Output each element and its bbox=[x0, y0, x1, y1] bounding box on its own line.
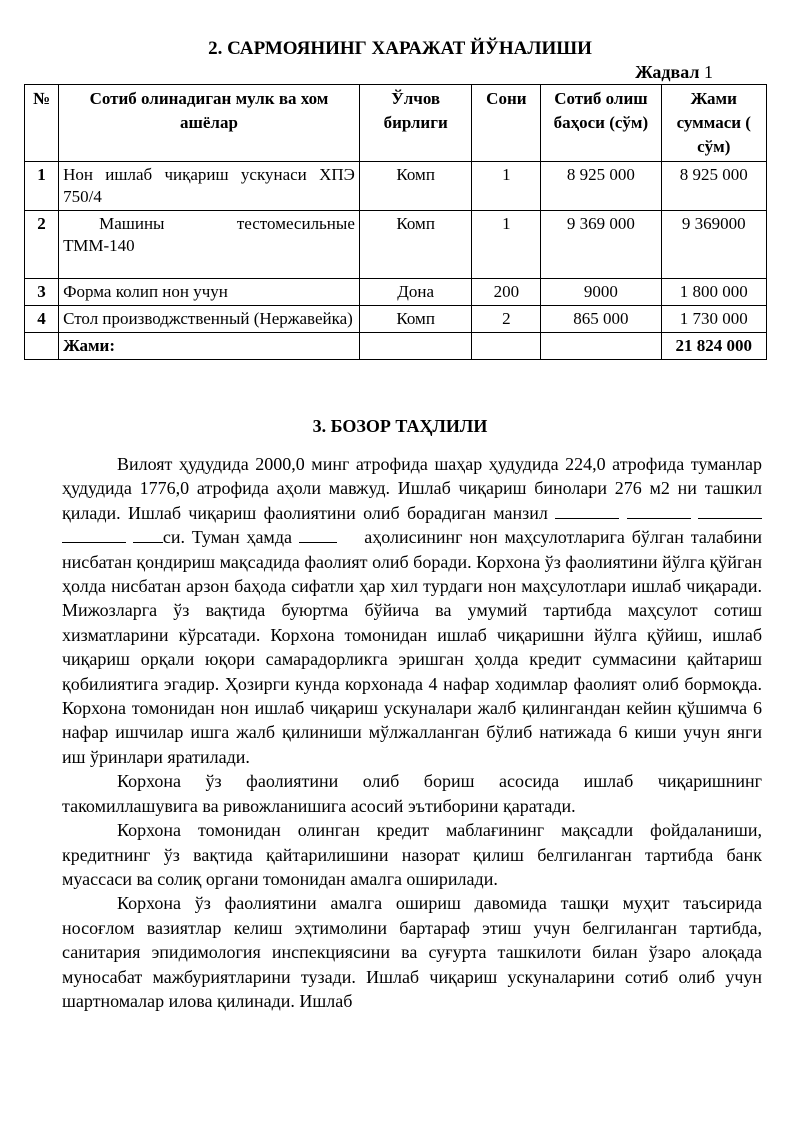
header-total: Жами суммаси ( сўм) bbox=[661, 85, 766, 162]
row-quantity: 2 bbox=[472, 306, 541, 333]
row-number: 4 bbox=[25, 306, 59, 333]
row-price: 8 925 000 bbox=[541, 162, 661, 211]
paragraph: Корхона ўз фаолиятини амалга ошириш давомида ташқи муҳит таъсирида носоғлом вазиятлар келиш эҳтимолини бартараф этиш учун белгиланган тартибда, санитария эпидимология инспекциясини ва суғурта ташкилоти билан ўзаро алоқада муносабат мажбуриятларини тузади. Ишлаб чиқариш ускуналарини сотиб олиб учун шартномалар илова қилинади. Ишлаб bbox=[62, 893, 762, 1011]
blank-line bbox=[133, 528, 163, 543]
row-sum: 9 369000 bbox=[661, 211, 766, 279]
row-number: 3 bbox=[25, 279, 59, 306]
total-empty-cell bbox=[359, 333, 472, 360]
total-empty-cell bbox=[472, 333, 541, 360]
paragraph: Корхона ўз фаолиятини олиб бориш асосида ишлаб чиқаришнинг такомиллашувига ва ривожланишига асосий эътиборини қаратади. bbox=[62, 771, 762, 816]
row-item: Стол производжственный (Нержавейка) bbox=[59, 306, 360, 333]
row-unit: Дона bbox=[359, 279, 472, 306]
paragraph bbox=[62, 452, 762, 769]
row-quantity: 200 bbox=[472, 279, 541, 306]
row-number: 2 bbox=[25, 211, 59, 279]
paragraph-text: си. Туман ҳамда bbox=[162, 527, 292, 548]
row-item: Форма колип нон учун bbox=[59, 279, 360, 306]
row-number: 1 bbox=[25, 162, 59, 211]
header-price: Сотиб олиш баҳоси (сўм) bbox=[541, 85, 661, 162]
row-unit: Комп bbox=[359, 162, 472, 211]
total-sum: 21 824 000 bbox=[661, 333, 766, 360]
table-total-row bbox=[25, 333, 767, 360]
investment-table bbox=[24, 84, 767, 360]
total-label: Жами: bbox=[59, 333, 360, 360]
blank-line bbox=[299, 528, 337, 543]
row-quantity: 1 bbox=[472, 211, 541, 279]
blank-line bbox=[555, 504, 619, 519]
row-sum: 1 730 000 bbox=[661, 306, 766, 333]
header-unit: Ўлчов бирлиги bbox=[359, 85, 472, 162]
paragraph-text: Вилоят ҳудудида 2000,0 минг атрофида шаҳар ҳудудида 224,0 атрофида туманлар ҳудудида 1776,0 атрофида аҳоли мавжуд. Ишлаб чиқариш бинолари 276 м2 ни ташкил қилади. Ишлаб чиқариш фаолиятини олиб борадиган манзил bbox=[62, 454, 762, 523]
paragraph-text: аҳолисининг нон маҳсулотларига бўлган талабини нисбатан қондириш мақсадида фаолият олиб боради. Корхона ўз фаолиятини йўлга қўйган ҳолда нисбатан арзон баҳода сифатли ҳар хил турдаги нон маҳсулотлари ишлаб чиқаради. Мижозларга ўз вақтида буюртма бўйича ва умумий тартибда маҳсулот сотиш хизматларини кўрсатади. Корхона томонидан ишлаб чиқаришни йўлга қўйиш, ишлаб чиқариш орқали юқори самарадорликга эришган ҳолда кредит суммасини қайтариш қобилиятига эгадир. Ҳозирги кунда корхонада 4 нафар ходимлар фаолият олиб бормоқда. Корхона томонидан нон ишлаб чиқариш ускуналари жалб қилингандан кейин қўшимча 6 нафар ишчилар ишга жалб қилиниши мўлжалланган бўлиб натижада 6 киши учун янги иш ўринлари яратилади. bbox=[62, 527, 763, 767]
table-row bbox=[25, 211, 767, 279]
table-label-number: 1 bbox=[704, 62, 713, 82]
header-quantity: Сони bbox=[472, 85, 541, 162]
total-empty-cell bbox=[25, 333, 59, 360]
row-price: 9000 bbox=[541, 279, 661, 306]
table-row bbox=[25, 306, 767, 333]
table-row bbox=[25, 279, 767, 306]
table-label bbox=[635, 62, 713, 83]
row-unit: Комп bbox=[359, 211, 472, 279]
table-row bbox=[25, 162, 767, 211]
row-item: Нон ишлаб чиқариш ускунаси ХПЭ 750/4 bbox=[59, 162, 360, 211]
header-item: Сотиб олинадиган мулк ва хом ашёлар bbox=[59, 85, 360, 162]
row-quantity: 1 bbox=[472, 162, 541, 211]
blank-line bbox=[627, 504, 691, 519]
row-price: 9 369 000 bbox=[541, 211, 661, 279]
paragraph: Корхона томонидан олинган кредит маблағининг мақсадли фойдаланиши, кредитнинг ўз вақтида қайтарилишини назорат қилиш белгиланган тартибда банк муассаси ва солиқ органи томонидан амалга оширилади. bbox=[62, 820, 762, 889]
header-number: № bbox=[25, 85, 59, 162]
blank-line bbox=[698, 504, 762, 519]
row-sum: 1 800 000 bbox=[661, 279, 766, 306]
table-header-row bbox=[25, 85, 767, 162]
section-heading-investment: 2. САРМОЯНИНГ ХАРАЖАТ ЙЎНАЛИШИ bbox=[208, 38, 592, 59]
table-label-word: Жадвал bbox=[635, 62, 700, 82]
total-empty-cell bbox=[541, 333, 661, 360]
blank-line bbox=[62, 528, 126, 543]
row-item: Машины тестомесильные ТММ-140 bbox=[59, 211, 360, 279]
row-unit: Комп bbox=[359, 306, 472, 333]
body-text bbox=[62, 452, 762, 1013]
section-heading-market: 3. БОЗОР ТАҲЛИЛИ bbox=[312, 416, 488, 436]
row-price: 865 000 bbox=[541, 306, 661, 333]
row-sum: 8 925 000 bbox=[661, 162, 766, 211]
